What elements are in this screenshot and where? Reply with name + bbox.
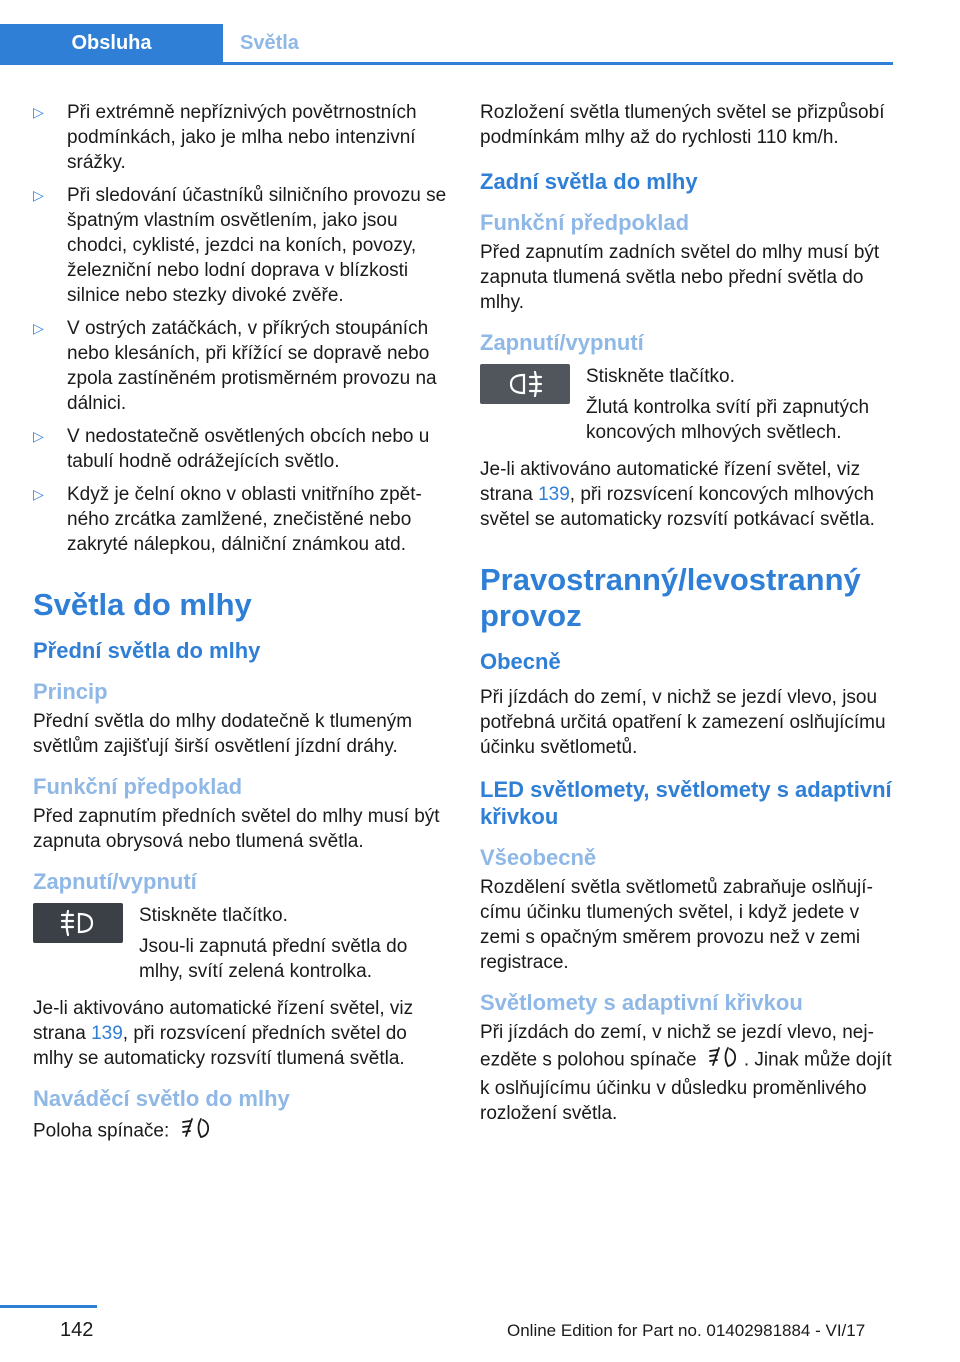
list-item: ▷ Při sledování účastníků silničního provozu se špatným vlastním osvětlením, jako jsou chodci, cyklisté, jezdci na koních, povozy, železniční nebo lodní doprava v blízkosti silnice nebo stezky divoké zvěře. <box>33 185 447 306</box>
fog-light-switch-icon <box>708 1045 738 1076</box>
list-item: ▷ V ostrých zatáčkách, v příkrých stoupáních nebo klesáních, při křížící se dopravě nebo zpola zastíněném protisměrném provozu na dálnici. <box>33 318 437 414</box>
paragraph-press: Stiskněte tlačítko. <box>139 905 288 926</box>
heading-guide-light: Naváděcí světlo do mlhy <box>33 1086 290 1111</box>
heading-on-off-rear: Zapnutí/vypnutí <box>480 330 644 355</box>
header-tabbar <box>0 24 893 65</box>
heading-prerequisite: Funkční předpoklad <box>33 774 243 799</box>
paragraph-light-distribution: Rozložení světla tlumených světel se přizpůsobí podmínkám mlhy až do rychlosti 110 km/h. <box>480 102 885 148</box>
page-link-139[interactable]: 139 <box>538 484 570 505</box>
paragraph-auto-front: Je-li aktivováno automatické řízení světel, viz strana 139, při rozsvícení předních světel do mlhy se automaticky rozsvítí tlumená světla. <box>33 998 414 1069</box>
heading-on-off: Zapnutí/vypnutí <box>33 869 197 894</box>
paragraph-switch-position: Poloha spínače: <box>33 1116 449 1147</box>
heading-principle: Princip <box>33 679 108 704</box>
subsection-title-rear-fog: Zadní světla do mlhy <box>480 169 698 194</box>
bullet-triangle-icon: ▷ <box>33 486 44 502</box>
bullet-triangle-icon: ▷ <box>33 428 44 444</box>
rear-fog-light-icon <box>480 364 570 404</box>
paragraph-prerequisite-rear: Před zapnutím zadních světel do mlhy musí být zapnuta tlumená světla nebo přední světla do mlhy. <box>480 242 880 313</box>
front-fog-light-icon <box>33 903 123 943</box>
list-item: ▷ Když je čelní okno v oblasti vnitřního zpětného zrcátka zamlžené, znečistěné nebo zakryté nálepkou, dálniční známkou atd. <box>33 484 422 555</box>
paragraph-general: Při jízdách do zemí, v nichž se jezdí vlevo, jsou potřebná určitá opatření k zamezení oslňujícímu účinku světlometů. <box>480 687 886 758</box>
heading-prerequisite-rear: Funkční předpoklad <box>480 210 690 235</box>
tab-svetla[interactable]: Světla <box>240 31 299 54</box>
paragraph-auto-rear: Je-li aktivováno automatické řízení světel, viz strana 139, při rozsvícení koncových mlhových světel se automaticky rozsvítí potkávací světla. <box>480 459 875 530</box>
list-item: ▷ V nedostatečně osvětlených obcích nebo u tabulí hodně odrážejících světlo. <box>33 426 430 472</box>
page-number: 142 <box>60 1319 94 1341</box>
right-column <box>480 100 898 1138</box>
page-link-139[interactable]: 139 <box>91 1023 123 1044</box>
bullet-triangle-icon: ▷ <box>33 320 44 336</box>
subsection-title-general: Obecně <box>480 649 561 674</box>
left-column <box>33 100 449 1159</box>
paragraph-green-indicator-a: Jsou-li zapnutá přední světla do mlhy, svítí zelená kontrolka. <box>139 936 408 982</box>
paragraph-press-rear: Stiskněte tlačítko. <box>586 366 735 387</box>
list-item: ▷ Při extrémně nepříznivých povětrnostních podmínkách, jako je mlha nebo intenzivní srážky. <box>33 102 417 173</box>
paragraph-adaptive: Při jízdách do zemí, v nichž se jezdí vlevo, nejezděte s polohou spínače . Jinak může dojít k oslňujícímu účinku v důsledku proměnlivého rozložení světla. <box>480 1022 892 1124</box>
bullet-triangle-icon: ▷ <box>33 187 44 203</box>
footer-rule <box>0 1305 97 1308</box>
rear-fog-button-row <box>480 364 898 445</box>
front-fog-button-row <box>33 903 449 984</box>
subsection-title-led: LED světlomety, světlomety s adaptivní křivkou <box>480 777 892 829</box>
tab-obsluha[interactable]: Obsluha <box>0 24 223 62</box>
subsection-title-front-fog: Přední světla do mlhy <box>33 638 261 663</box>
fog-light-switch-icon <box>181 1116 211 1147</box>
paragraph-general2: Rozdělení světla světlometů zabraňuje oslňujícímu účinku tlumených světel, i když jedete v zemi s opačným směrem provozu než v zemi registrace. <box>480 877 873 973</box>
heading-general2: Všeobecně <box>480 845 597 870</box>
section-title-fog-lights: Světla do mlhy <box>33 587 252 622</box>
heading-adaptive: Světlomety s adaptivní křivkou <box>480 990 803 1015</box>
paragraph-principle: Přední světla do mlhy dodatečně k tlumeným světlům zajišťují širší osvětlení jízdní dráhy. <box>33 711 413 757</box>
paragraph-prerequisite: Před zapnutím předních světel do mlhy musí být zapnuta obrysová nebo tlumená světla. <box>33 806 440 852</box>
edition-note: Online Edition for Part no. 01402981884 - VI/17 <box>507 1321 866 1340</box>
bullet-triangle-icon: ▷ <box>33 104 44 120</box>
bullet-list <box>33 100 449 557</box>
section-title-traffic-side: Pravostranný/levostranný provoz <box>480 562 861 633</box>
paragraph-yellow-indicator: Žlutá kontrolka svítí při zapnutých koncových mlhových světlech. <box>586 397 870 443</box>
